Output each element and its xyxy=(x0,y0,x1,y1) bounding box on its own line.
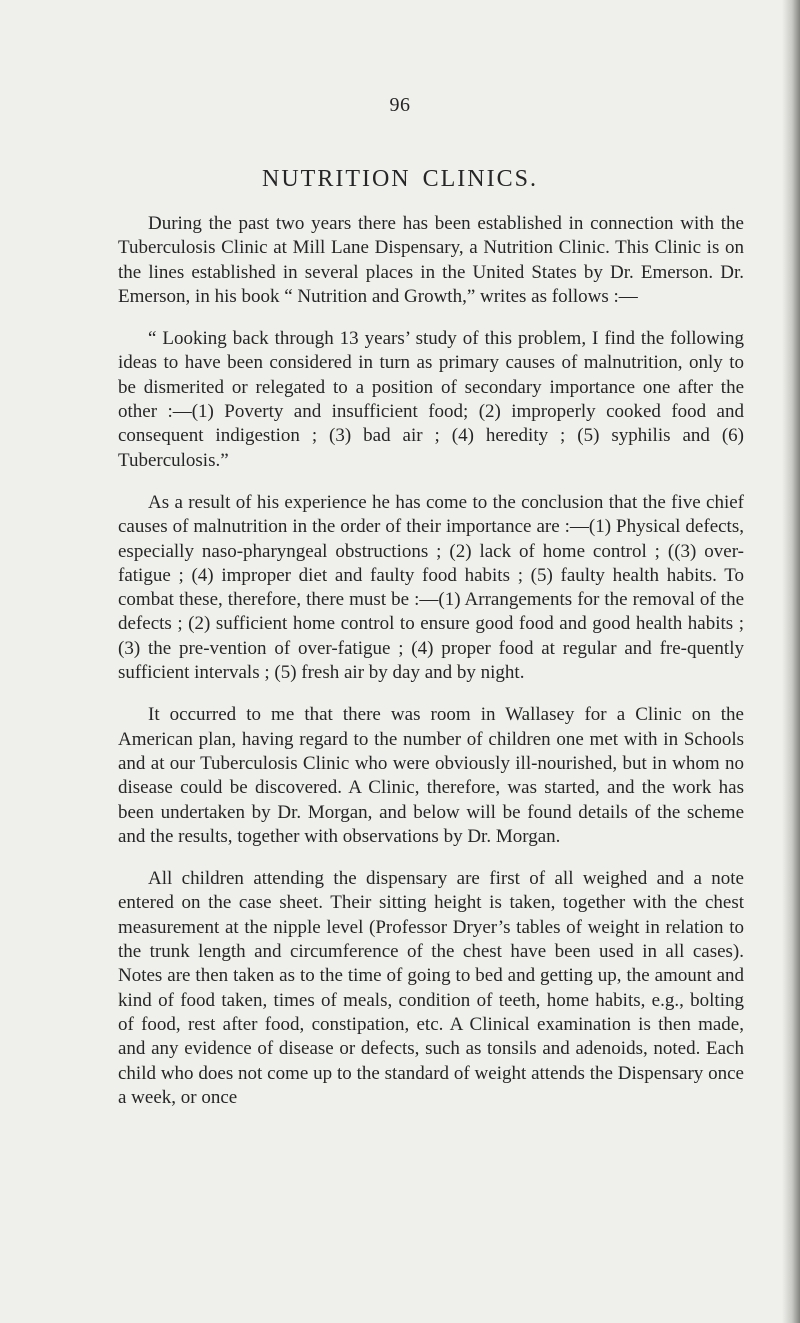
paragraph-causes: As a result of his experience he has come to the conclusion that the five chief causes of malnutrition in the order of their importance are :—(1) Physical defects, especially naso-pharyngeal obstructions ; (2) lack of home control ; ((3) over-fatigue ; (4) improper diet and faulty food habits ; (5) faulty health habits. To combat these, therefore, there must be :—(1) Arrangements for the removal of the defects ; (2) sufficient home control to ensure good food and good health habits ; (3) the pre-vention of over-fatigue ; (4) proper food at regular and fre-quently sufficient intervals ; (5) fresh air by day and by night. xyxy=(118,491,744,684)
page-number: 96 xyxy=(389,94,411,116)
body-text xyxy=(118,212,744,1110)
paragraph-intro: During the past two years there has been established in connection with the Tuberculosis Clinic at Mill Lane Dispensary, a Nutrition Clinic. This Clinic is on the lines established in several places in the United States by Dr. Emerson. Dr. Emerson, in his book “ Nutrition and Growth,” writes as follows :— xyxy=(118,213,744,307)
paragraph-wallasey-clinic: It occurred to me that there was room in Wallasey for a Clinic on the American plan, having regard to the number of children one met with in Schools and at our Tuberculosis Clinic who were obviously ill-nourished, but in whom no disease could be discovered. A Clinic, therefore, was started, and the work has been undertaken by Dr. Morgan, and below will be found details of the scheme and the results, together with observations by Dr. Morgan. xyxy=(118,704,744,847)
paragraph-procedure: All children attending the dispensary are first of all weighed and a note entered on the case sheet. Their sitting height is taken, together with the chest measurement at the nipple level (Professor Dryer’s tables of weight in relation to the trunk length and circumference of the chest have been used in all cases). Notes are then taken as to the time of going to bed and getting up, the amount and kind of food taken, times of meals, condition of teeth, home habits, e.g., bolting of food, rest after food, constipation, etc. A Clinical examination is then made, and any evidence of disease or defects, such as tonsils and adenoids, noted. Each child who does not come up to the standard of weight attends the Dispensary once a week, or once xyxy=(118,868,744,1108)
page-edge-shadow xyxy=(782,0,800,1323)
paragraph-quotation: “ Looking back through 13 years’ study of this problem, I find the following ideas to have been considered in turn as primary causes of malnutrition, only to be dismerited or relegated to a position of secondary importance one after the other :—(1) Poverty and insufficient food; (2) improperly cooked food and consequent indigestion ; (3) bad air ; (4) heredity ; (5) syphilis and (6) Tuberculosis.” xyxy=(118,328,744,471)
section-title: NUTRITION CLINICS. xyxy=(262,166,538,192)
